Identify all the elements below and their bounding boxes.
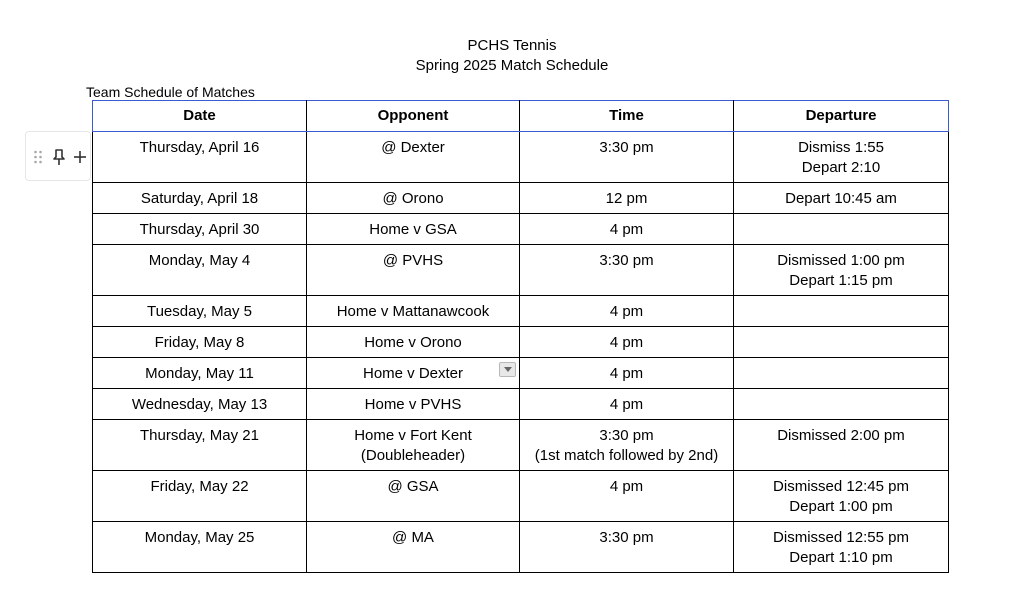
cell-departure-line: Depart 1:00 pm — [789, 498, 893, 515]
cell-opponent[interactable] — [307, 132, 520, 183]
cell-opponent-line: Home v PVHS — [364, 396, 462, 413]
table-caption: Team Schedule of Matches — [86, 84, 255, 100]
header-date[interactable]: Date — [93, 101, 307, 132]
cell-opponent-line: @ MA — [392, 529, 434, 546]
cell-time[interactable] — [520, 183, 734, 214]
cell-time[interactable] — [520, 358, 734, 389]
cell-time-line: 4 pm — [609, 221, 644, 238]
plus-icon[interactable] — [72, 148, 88, 166]
document-subtitle: Spring 2025 Match Schedule — [415, 57, 609, 74]
cell-time-line: (1st match followed by 2nd) — [534, 447, 719, 464]
cell-opponent-line: @ GSA — [387, 478, 439, 495]
cell-date-text: Friday, May 8 — [154, 334, 245, 351]
cell-departure[interactable] — [734, 358, 949, 389]
cell-time[interactable] — [520, 327, 734, 358]
table-row[interactable] — [93, 471, 949, 522]
cell-date-text: Thursday, May 21 — [140, 427, 259, 444]
cell-opponent[interactable] — [307, 183, 520, 214]
table-row[interactable] — [93, 389, 949, 420]
row-toolbar — [25, 131, 91, 181]
cell-opponent[interactable] — [307, 214, 520, 245]
cell-departure-line: Dismissed 1:00 pm — [777, 252, 905, 269]
pin-icon[interactable] — [52, 148, 66, 166]
schedule-table — [92, 100, 949, 573]
cell-opponent[interactable] — [307, 358, 520, 389]
cell-departure[interactable] — [734, 132, 949, 183]
cell-departure[interactable] — [734, 471, 949, 522]
cell-opponent-line: Home v Dexter — [362, 365, 464, 382]
cell-date-text: Tuesday, May 5 — [146, 303, 253, 320]
cell-opponent[interactable] — [307, 471, 520, 522]
cell-date[interactable] — [93, 296, 307, 327]
cell-departure[interactable] — [734, 214, 949, 245]
cell-opponent-line: Home v Orono — [364, 334, 462, 351]
cell-departure[interactable] — [734, 389, 949, 420]
table-row[interactable] — [93, 420, 949, 471]
cell-opponent-line: @ Dexter — [381, 139, 445, 156]
cell-departure-line: Depart 1:15 pm — [789, 272, 893, 289]
cell-time[interactable] — [520, 245, 734, 296]
cell-opponent[interactable] — [307, 245, 520, 296]
cell-opponent[interactable] — [307, 389, 520, 420]
cell-opponent-line: @ Orono — [382, 190, 444, 207]
cell-departure-line: Dismissed 12:55 pm — [773, 529, 909, 546]
cell-time[interactable] — [520, 389, 734, 420]
cell-time-line: 3:30 pm — [599, 252, 654, 269]
cell-time-line: 3:30 pm — [599, 139, 654, 156]
cell-date[interactable] — [93, 420, 307, 471]
cell-opponent-line: @ PVHS — [382, 252, 444, 269]
cell-time[interactable] — [520, 296, 734, 327]
cell-opponent-line: Home v Fort Kent — [354, 427, 472, 444]
cell-date[interactable] — [93, 245, 307, 296]
cell-date-text: Thursday, April 16 — [139, 139, 260, 156]
table-row[interactable] — [93, 522, 949, 573]
chevron-down-icon[interactable] — [499, 362, 516, 377]
cell-date[interactable] — [93, 132, 307, 183]
cell-opponent[interactable] — [307, 522, 520, 573]
cell-date-text: Monday, May 4 — [148, 252, 251, 269]
table-header-row[interactable] — [93, 101, 949, 132]
cell-departure[interactable] — [734, 296, 949, 327]
cell-date-text: Saturday, April 18 — [140, 190, 259, 207]
drag-handle-icon[interactable] — [33, 149, 43, 165]
cell-departure[interactable] — [734, 183, 949, 214]
cell-date[interactable] — [93, 471, 307, 522]
cell-time-line: 12 pm — [605, 190, 648, 207]
cell-departure[interactable] — [734, 327, 949, 358]
table-row[interactable] — [93, 358, 949, 389]
document-heading — [0, 36, 1024, 76]
table-row[interactable] — [93, 183, 949, 214]
cell-time[interactable] — [520, 132, 734, 183]
header-time[interactable]: Time — [520, 101, 734, 132]
cell-opponent-line: Home v GSA — [369, 221, 457, 238]
cell-time-line: 3:30 pm — [599, 427, 654, 444]
cell-date[interactable] — [93, 522, 307, 573]
header-opponent[interactable]: Opponent — [307, 101, 520, 132]
table-body — [93, 132, 949, 573]
cell-time[interactable] — [520, 471, 734, 522]
cell-time-line: 4 pm — [609, 334, 644, 351]
cell-departure-line: Depart 1:10 pm — [789, 549, 893, 566]
table-row[interactable] — [93, 296, 949, 327]
cell-departure-line: Depart 10:45 am — [785, 190, 897, 207]
cell-date[interactable] — [93, 358, 307, 389]
table-row[interactable] — [93, 132, 949, 183]
cell-departure[interactable] — [734, 245, 949, 296]
cell-departure[interactable] — [734, 522, 949, 573]
cell-time[interactable] — [520, 214, 734, 245]
cell-date-text: Wednesday, May 13 — [131, 396, 268, 413]
cell-opponent-line: (Doubleheader) — [360, 447, 466, 464]
cell-departure-line: Dismissed 2:00 pm — [777, 427, 905, 444]
cell-time-line: 4 pm — [609, 365, 644, 382]
document-title: PCHS Tennis — [467, 37, 557, 54]
cell-opponent[interactable] — [307, 327, 520, 358]
cell-departure-line: Depart 2:10 — [801, 159, 881, 176]
cell-departure-line: Dismissed 12:45 pm — [773, 478, 909, 495]
cell-time[interactable] — [520, 522, 734, 573]
cell-time-line: 4 pm — [609, 396, 644, 413]
cell-date-text: Monday, May 25 — [144, 529, 255, 546]
cell-departure-line: Dismiss 1:55 — [798, 139, 884, 156]
cell-time-line: 4 pm — [609, 303, 644, 320]
cell-time-line: 4 pm — [609, 478, 644, 495]
cell-date[interactable] — [93, 327, 307, 358]
cell-departure[interactable] — [734, 420, 949, 471]
cell-date-text: Thursday, April 30 — [139, 221, 260, 238]
cell-time-line: 3:30 pm — [599, 529, 654, 546]
table-row[interactable] — [93, 327, 949, 358]
cell-date[interactable] — [93, 183, 307, 214]
cell-date-text: Friday, May 22 — [150, 478, 249, 495]
cell-opponent[interactable] — [307, 420, 520, 471]
table-row[interactable] — [93, 214, 949, 245]
cell-date[interactable] — [93, 389, 307, 420]
cell-opponent[interactable] — [307, 296, 520, 327]
cell-opponent-line: Home v Mattanawcook — [336, 303, 490, 320]
cell-date-text: Monday, May 11 — [145, 365, 254, 382]
header-departure[interactable]: Departure — [734, 101, 949, 132]
cell-time[interactable] — [520, 420, 734, 471]
table-row[interactable] — [93, 245, 949, 296]
cell-date[interactable] — [93, 214, 307, 245]
